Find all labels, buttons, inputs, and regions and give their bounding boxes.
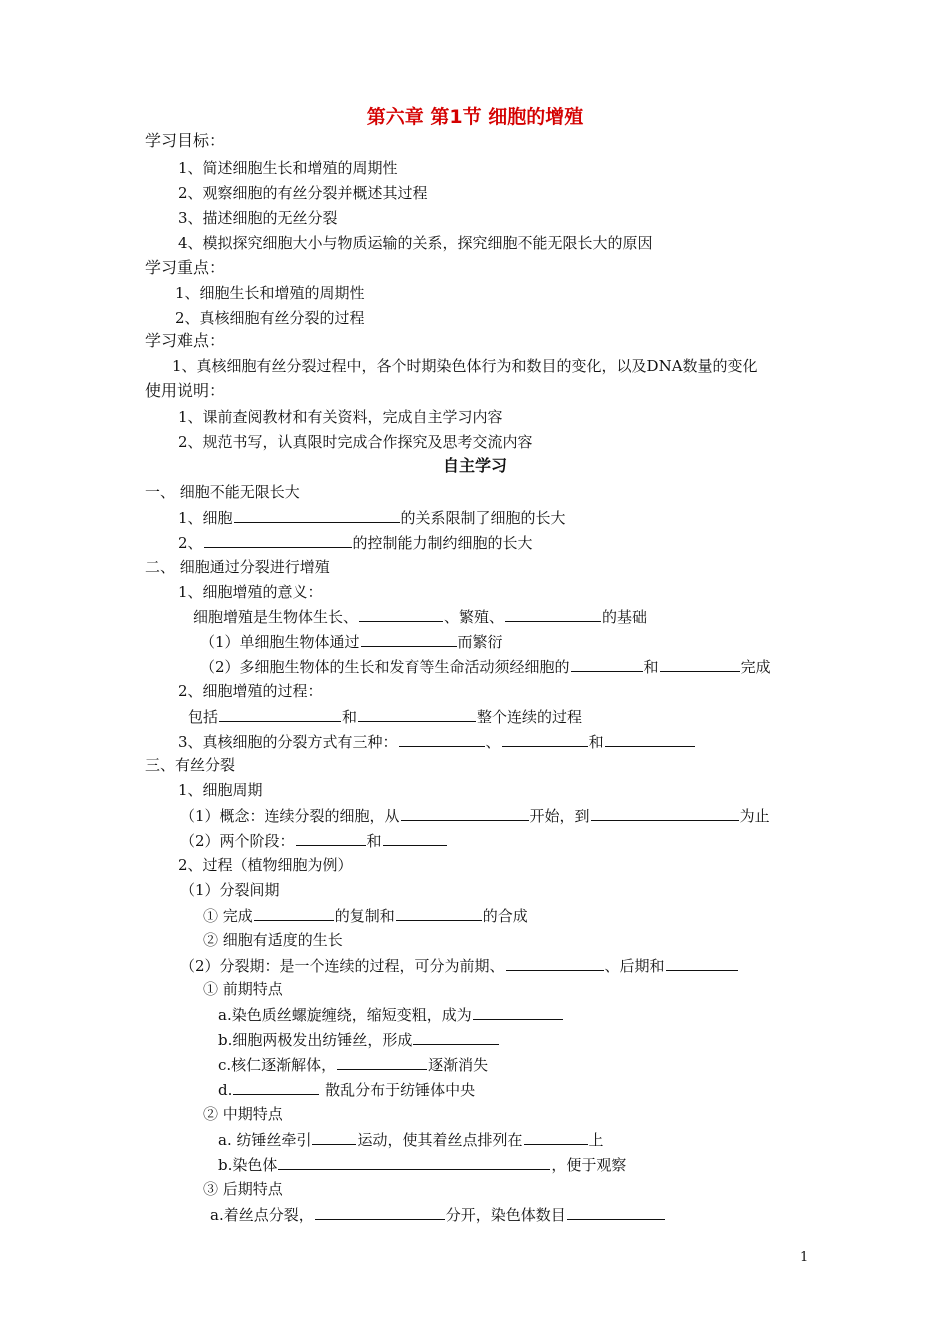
prophase-a <box>218 1004 564 1025</box>
s3-c2-1b: ② 细胞有适度的生长 <box>203 931 343 949</box>
fill-blank[interactable] <box>605 731 695 747</box>
s3-c1-1 <box>180 805 770 826</box>
text: a.着丝点分裂， <box>210 1206 314 1224</box>
page-title: 第六章 第1节 细胞的增殖 <box>366 106 584 128</box>
fill-blank[interactable] <box>337 1054 427 1070</box>
s3-c1-2 <box>180 830 448 851</box>
objective-item: 1、简述细胞生长和增殖的周期性 <box>178 159 398 177</box>
text: 的复制和 <box>334 907 395 925</box>
text: 而繁衍 <box>457 633 503 651</box>
text: 开始，到 <box>529 807 590 825</box>
fill-blank[interactable] <box>312 1129 356 1145</box>
s2-p1-2 <box>200 656 771 677</box>
text: a.染色质丝螺旋缠绕，缩短变粗，成为 <box>218 1006 472 1024</box>
s3-c2-1a <box>203 905 528 926</box>
s2-p1: 1、细胞增殖的意义： <box>178 583 323 601</box>
fill-blank[interactable] <box>413 1029 499 1045</box>
key-point-item: 1、细胞生长和增殖的周期性 <box>175 284 365 302</box>
s2-p2: 2、细胞增殖的过程： <box>178 682 323 700</box>
text: a. 纺锤丝牵引 <box>218 1131 312 1149</box>
instruction-item: 2、规范书写，认真限时完成合作探究及思考交流内容 <box>178 433 533 451</box>
instructions-heading: 使用说明： <box>145 381 226 400</box>
s2-p3-line <box>178 731 696 752</box>
fill-blank[interactable] <box>315 1204 445 1220</box>
text: 、繁殖、 <box>444 608 505 626</box>
s1-line-1 <box>178 507 566 528</box>
s2-p2-line <box>188 706 582 727</box>
fill-blank[interactable] <box>473 1004 563 1020</box>
metaphase-b <box>218 1154 626 1175</box>
instruction-item: 1、课前查阅教材和有关资料，完成自主学习内容 <box>178 408 503 426</box>
text: c.核仁逐渐解体， <box>218 1056 337 1074</box>
text: 细胞增殖是生物体生长、 <box>193 608 359 626</box>
text: 2、 <box>178 534 203 552</box>
objectives-heading: 学习目标： <box>145 131 226 150</box>
key-point-item: 2、真核细胞有丝分裂的过程 <box>175 309 365 327</box>
fill-blank[interactable] <box>296 830 366 846</box>
text: 运动，使其着丝点排列在 <box>357 1131 523 1149</box>
section-1-heading: 一、 细胞不能无限长大 <box>145 483 300 501</box>
text: 和 <box>342 708 358 726</box>
fill-blank[interactable] <box>204 532 352 548</box>
text: 分开，染色体数目 <box>445 1206 566 1224</box>
text: 的基础 <box>602 608 648 626</box>
self-study-heading: 自主学习 <box>442 456 507 475</box>
objective-item: 2、观察细胞的有丝分裂并概述其过程 <box>178 184 428 202</box>
difficulty-item: 1、真核细胞有丝分裂过程中，各个时期染色体行为和数目的变化，以及DNA数量的变化 <box>172 357 758 375</box>
text: d. <box>218 1081 233 1099</box>
s3-c2-1: （1）分裂间期 <box>180 881 280 899</box>
fill-blank[interactable] <box>234 507 400 523</box>
prophase-d <box>218 1079 475 1100</box>
text: （2）分裂期：是一个连续的过程，可分为前期、 <box>180 957 505 975</box>
text: b.细胞两极发出纺锤丝，形成 <box>218 1031 413 1049</box>
s3-c1: 1、细胞周期 <box>178 781 263 799</box>
text: （1）单细胞生物体通过 <box>200 633 360 651</box>
key-points-heading: 学习重点： <box>145 258 226 277</box>
fill-blank[interactable] <box>233 1079 319 1095</box>
s2-p1-line <box>193 606 647 627</box>
fill-blank[interactable] <box>358 706 476 722</box>
fill-blank[interactable] <box>219 706 341 722</box>
text: 3、真核细胞的分裂方式有三种： <box>178 733 398 751</box>
text: （2）两个阶段： <box>180 832 295 850</box>
fill-blank[interactable] <box>505 606 601 622</box>
fill-blank[interactable] <box>278 1154 550 1170</box>
fill-blank[interactable] <box>660 656 740 672</box>
text: 和 <box>643 658 659 676</box>
prophase-c <box>218 1054 488 1075</box>
objective-item: 3、描述细胞的无丝分裂 <box>178 209 338 227</box>
text: ① 完成 <box>203 907 253 925</box>
fill-blank[interactable] <box>506 955 604 971</box>
text: 、 <box>485 733 501 751</box>
fill-blank[interactable] <box>401 805 529 821</box>
text: b.染色体 <box>218 1156 278 1174</box>
text: 和 <box>366 832 382 850</box>
fill-blank[interactable] <box>399 731 485 747</box>
anaphase-a <box>210 1204 666 1225</box>
metaphase-a <box>218 1129 604 1150</box>
s3-c2: 2、过程（植物细胞为例） <box>178 856 353 874</box>
section-2-heading: 二、 细胞通过分裂进行增殖 <box>145 558 330 576</box>
text: 上 <box>588 1131 604 1149</box>
s3-c2-2 <box>180 955 739 976</box>
fill-blank[interactable] <box>383 830 447 846</box>
text: （2）多细胞生物体的生长和发育等生命活动须经细胞的 <box>200 658 570 676</box>
prophase-heading: ① 前期特点 <box>203 980 283 998</box>
text: 、后期和 <box>604 957 665 975</box>
text: 的控制能力制约细胞的长大 <box>352 534 533 552</box>
text: 逐渐消失 <box>428 1056 489 1074</box>
fill-blank[interactable] <box>666 955 738 971</box>
text: 包括 <box>188 708 219 726</box>
fill-blank[interactable] <box>502 731 588 747</box>
fill-blank[interactable] <box>396 905 482 921</box>
text: 的关系限制了细胞的长大 <box>400 509 566 527</box>
section-3-heading: 三、有丝分裂 <box>145 756 236 774</box>
difficulties-heading: 学习难点： <box>145 331 226 350</box>
text: 散乱分布于纺锤体中央 <box>320 1081 476 1099</box>
text: 的合成 <box>482 907 528 925</box>
fill-blank[interactable] <box>571 656 643 672</box>
text: ，便于观察 <box>551 1156 627 1174</box>
page-number: 1 <box>800 1250 809 1265</box>
fill-blank[interactable] <box>567 1204 665 1220</box>
prophase-b <box>218 1029 500 1050</box>
fill-blank[interactable] <box>524 1129 588 1145</box>
s2-p1-1 <box>200 631 503 652</box>
metaphase-heading: ② 中期特点 <box>203 1105 283 1123</box>
fill-blank[interactable] <box>359 606 443 622</box>
anaphase-heading: ③ 后期特点 <box>203 1180 283 1198</box>
s1-line-2 <box>178 532 533 553</box>
fill-blank[interactable] <box>254 905 334 921</box>
fill-blank[interactable] <box>591 805 739 821</box>
text: （1）概念：连续分裂的细胞，从 <box>180 807 400 825</box>
objective-item: 4、模拟探究细胞大小与物质运输的关系，探究细胞不能无限长大的原因 <box>178 234 653 252</box>
fill-blank[interactable] <box>361 631 457 647</box>
text: 1、细胞 <box>178 509 233 527</box>
text: 为止 <box>739 807 770 825</box>
text: 完成 <box>740 658 771 676</box>
text: 整个连续的过程 <box>477 708 583 726</box>
text: 和 <box>588 733 604 751</box>
